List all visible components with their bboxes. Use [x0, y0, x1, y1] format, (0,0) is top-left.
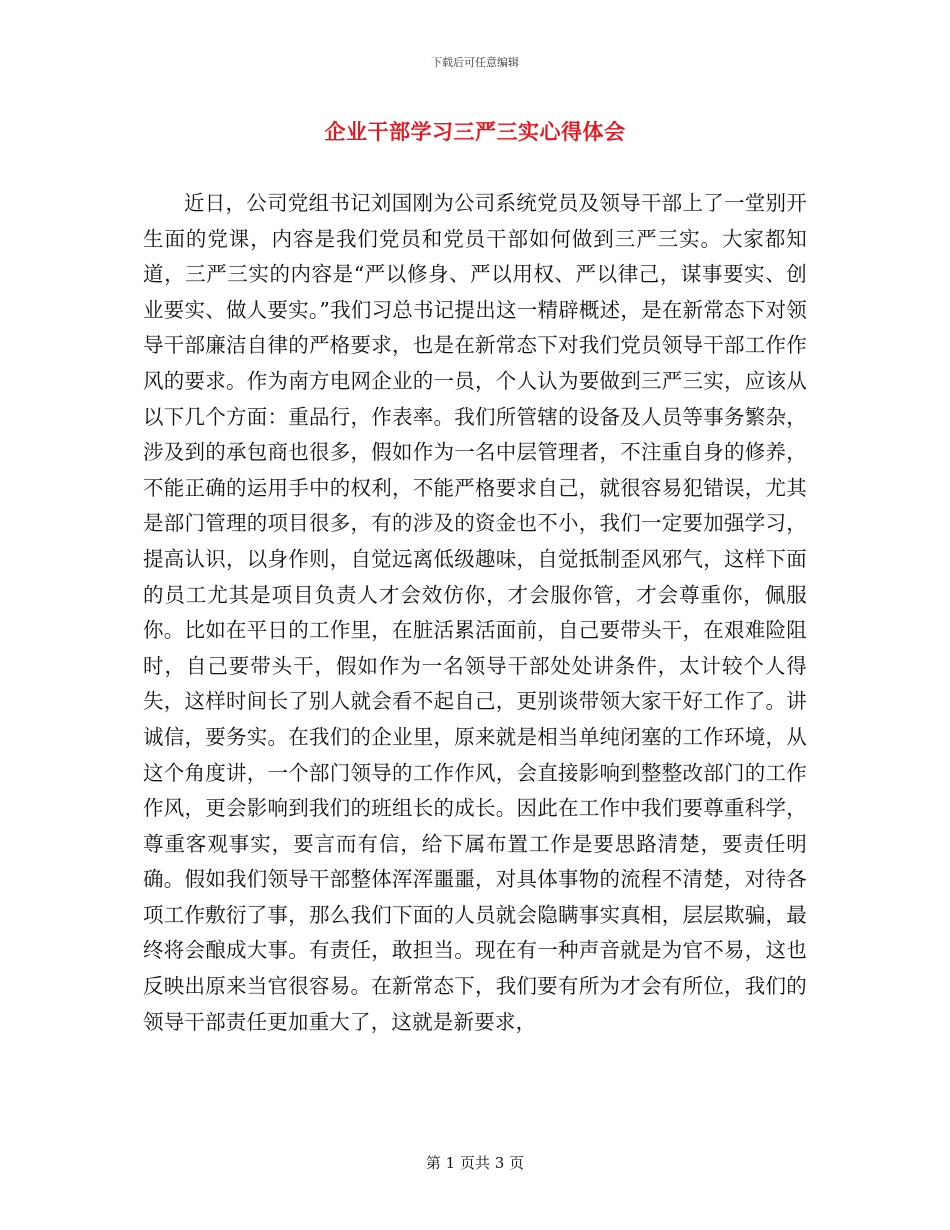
- page-number-footer: 第 1 页共 3 页: [425, 1154, 525, 1172]
- document-title: 企业干部学习三严三实心得体会: [324, 119, 626, 144]
- body-paragraph: 近日，公司党组书记刘国刚为公司系统党员及领导干部上了一堂别开生面的党课，内容是我们党员和党员干部如何做到三严三实。大家都知道，三严三实的内容是“严以修身、严以用权、严以律己，谋事要实、创业要实、做人要实。”我们习总书记提出这一精辟概述，是在新常态下对领导干部廉洁自律的严格要求，也是在新常态下对我们党员领导干部工作作风的要求。作为南方电网企业的一员，个人认为要做到三严三实，应该从以下几个方面：重品行，作表率。我们所管辖的设备及人员等事务繁杂，涉及到的承包商也很多，假如作为一名中层管理者，不注重自身的修养，不能正确的运用手中的权利，不能严格要求自己，就很容易犯错误，尤其是部门管理的项目很多，有的涉及的资金也不小，我们一定要加强学习，提高认识，以身作则，自觉远离低级趣味，自觉抵制歪风邪气，这样下面的员工尤其是项目负责人才会效仿你，才会服你管，才会尊重你，佩服你。比如在平日的工作里，在脏活累活面前，自己要带头干，在艰难险阻时，自己要带头干，假如作为一名领导干部处处讲条件，太计较个人得失，这样时间长了别人就会看不起自己，更别谈带领大家干好工作了。讲诚信，要务实。在我们的企业里，原来就是相当单纯闭塞的工作环境，从这个角度讲，一个部门领导的工作作风，会直接影响到整整改部门的工作作风，更会影响到我们的班组长的成长。因此在工作中我们要尊重科学，尊重客观事实，要言而有信，给下属布置工作是要思路清楚，要责任明确。假如我们领导干部整体浑浑噩噩，对具体事物的流程不清楚，对待各项工作敷衍了事，那么我们下面的人员就会隐瞒事实真相，层层欺骗，最终将会酿成大事。有责任，敢担当。现在有一种声音就是为官不易，这也反映出原来当官很容易。在新常态下，我们要有所为才会有所位，我们的领导干部责任更加重大了，这就是新要求，: [143, 191, 807, 1034]
- header-note: 下载后可任意编辑: [431, 56, 519, 69]
